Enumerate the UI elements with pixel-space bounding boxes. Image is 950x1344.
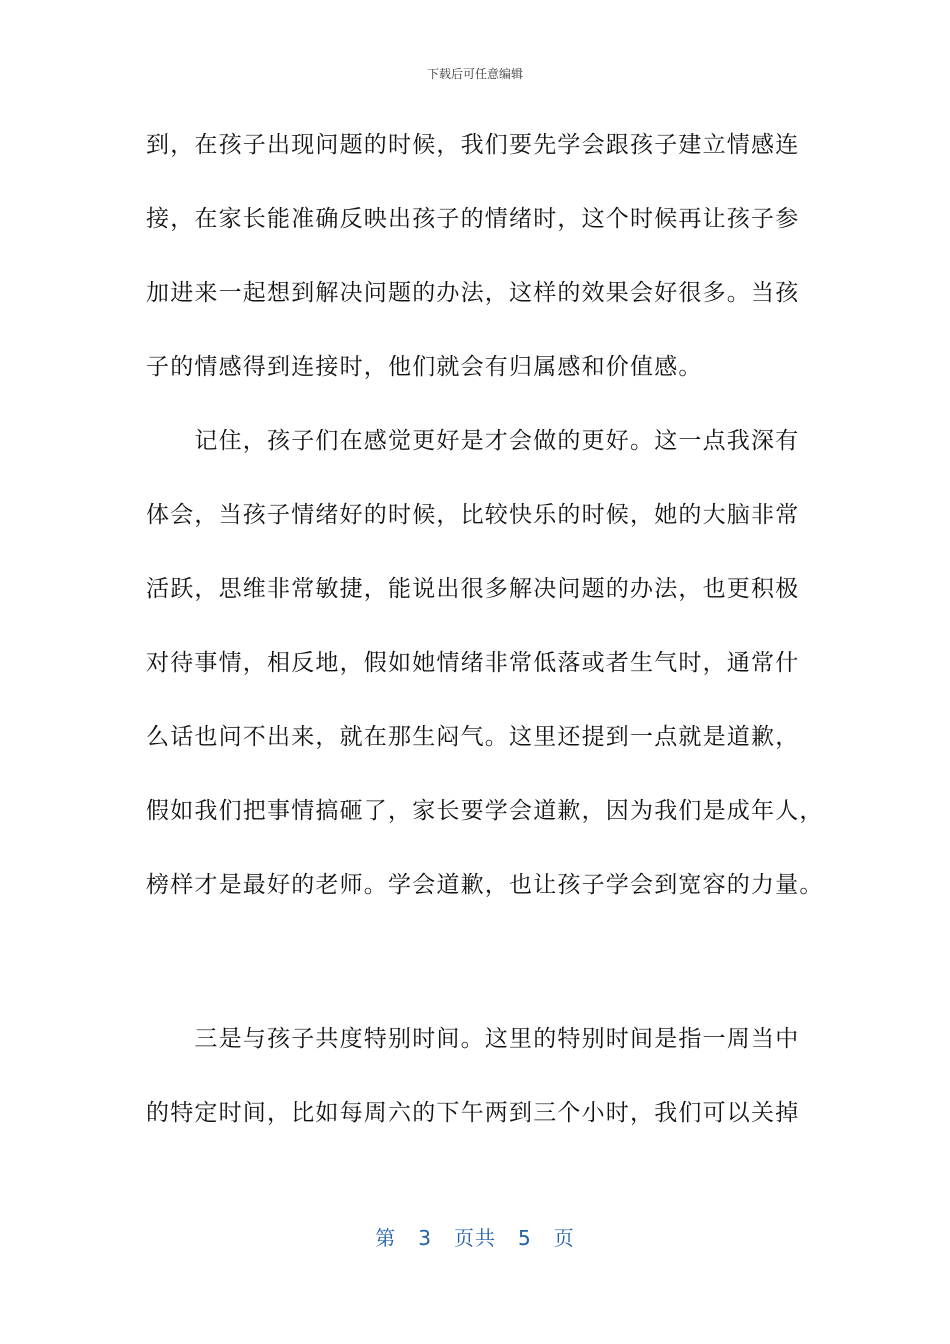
- text-line: 榜样才是最好的老师。学会道歉，也让孩子学会到宽容的力量。: [146, 872, 824, 898]
- footer-middle: 页共: [454, 1226, 496, 1250]
- text-line: 的特定时间，比如每周六的下午两到三个小时，我们可以关掉: [146, 1100, 800, 1126]
- total-pages-number: 5: [518, 1226, 532, 1250]
- footer-prefix: 第: [375, 1226, 397, 1250]
- page-footer: [0, 1224, 950, 1252]
- text-line: 体会，当孩子情绪好的时候，比较快乐的时候，她的大脑非常: [146, 502, 800, 528]
- text-line: 假如我们把事情搞砸了，家长要学会道歉，因为我们是成年人，: [146, 798, 824, 824]
- footer-suffix: 页: [553, 1226, 575, 1250]
- text-line: 子的情感得到连接时，他们就会有归属感和价值感。: [146, 354, 703, 380]
- text-line: 接，在家长能准确反映出孩子的情绪时，这个时候再让孩子参: [146, 206, 800, 232]
- text-line: 么话也问不出来，就在那生闷气。这里还提到一点就是道歉，: [146, 724, 800, 750]
- text-line: 对待事情，相反地，假如她情绪非常低落或者生气时，通常什: [146, 650, 800, 676]
- current-page-number: 3: [418, 1226, 432, 1250]
- text-line: 加进来一起想到解决问题的办法，这样的效果会好很多。当孩: [146, 280, 800, 306]
- text-line: 记住，孩子们在感觉更好是才会做的更好。这一点我深有: [146, 428, 800, 454]
- text-line: 到，在孩子出现问题的时候，我们要先学会跟孩子建立情感连: [146, 132, 800, 158]
- text-line: 活跃，思维非常敏捷，能说出很多解决问题的办法，也更积极: [146, 576, 800, 602]
- page-header: 下载后可任意编辑: [426, 67, 523, 81]
- text-line: 三是与孩子共度特别时间。这里的特别时间是指一周当中: [146, 1026, 800, 1052]
